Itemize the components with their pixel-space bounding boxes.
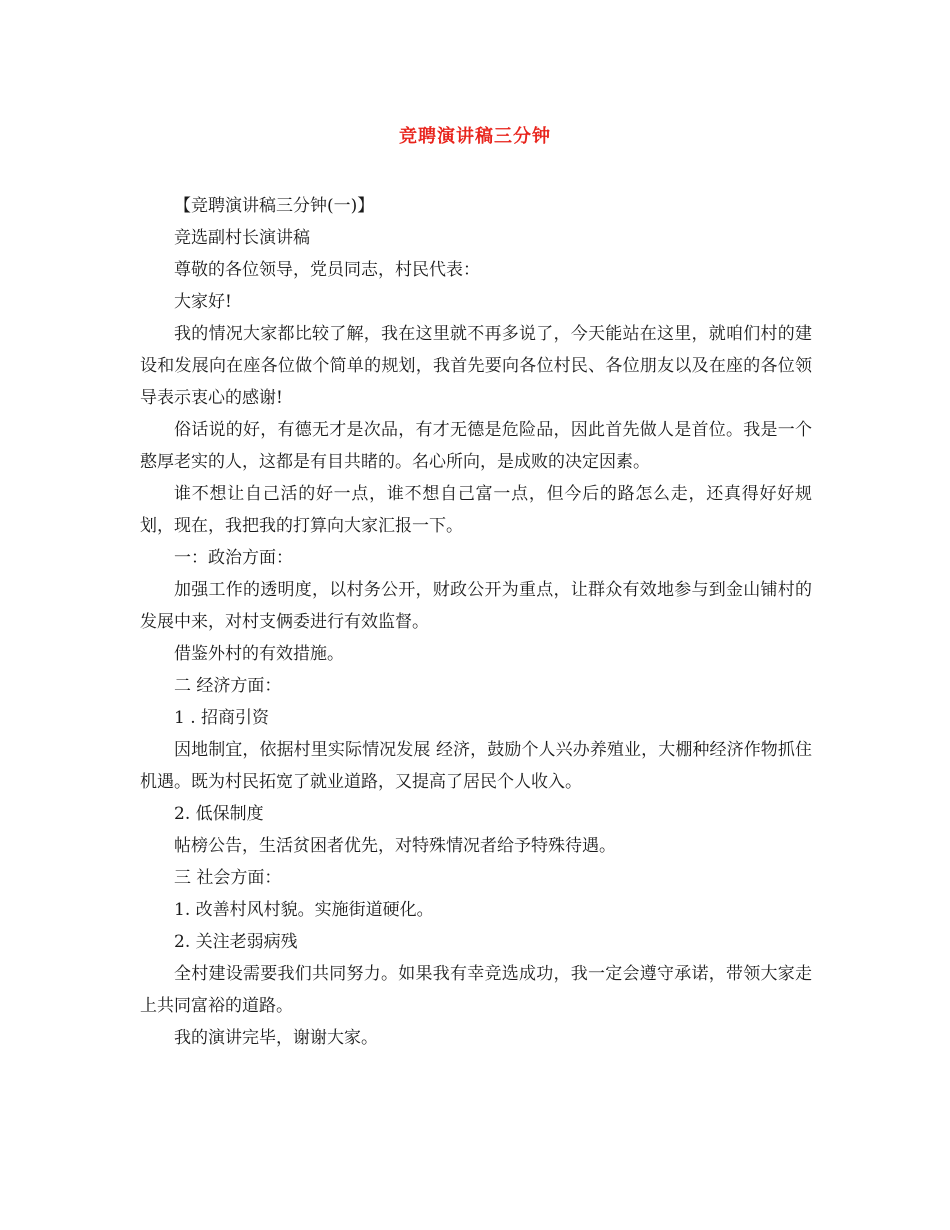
greeting: 大家好! bbox=[174, 292, 232, 312]
subheading-politics: 一：政治方面： bbox=[174, 548, 293, 568]
section-heading: 【竞聘演讲稿三分钟(一)】 bbox=[174, 196, 375, 216]
list-item: 2. 低保制度 bbox=[174, 804, 264, 824]
paragraph: 因地制宜，依据村里实际情况发展 经济，鼓励个人兴办养殖业，大棚种经济作物抓住机遇。既为村民拓宽了就业道路，又提高了居民个人收入。 bbox=[140, 740, 812, 792]
salutation: 尊敬的各位领导，党员同志，村民代表： bbox=[174, 260, 480, 280]
document-title: 竞聘演讲稿三分钟 bbox=[399, 126, 551, 147]
paragraph: 借鉴外村的有效措施。 bbox=[174, 644, 344, 664]
paragraph: 帖榜公告，生活贫困者优先，对特殊情况者给予特殊待遇。 bbox=[174, 836, 616, 856]
document-body bbox=[140, 190, 812, 1054]
subheading-society: 三 社会方面： bbox=[174, 868, 282, 888]
paragraph: 全村建设需要我们共同努力。如果我有幸竞选成功，我一定会遵守承诺，带领大家走上共同富裕的道路。 bbox=[140, 964, 812, 1016]
speech-title: 竞选副村长演讲稿 bbox=[174, 228, 310, 248]
paragraph: 谁不想让自己活的好一点，谁不想自己富一点，但今后的路怎么走，还真得好好规划，现在，我把我的打算向大家汇报一下。 bbox=[140, 484, 812, 536]
list-item: 1 . 招商引资 bbox=[174, 708, 270, 728]
subheading-economy: 二 经济方面： bbox=[174, 676, 282, 696]
paragraph: 俗话说的好，有德无才是次品，有才无德是危险品，因此首先做人是首位。我是一个憨厚老实的人，这都是有目共睹的。名心所向，是成败的决定因素。 bbox=[140, 420, 812, 472]
list-item: 1. 改善村风村貌。实施街道硬化。 bbox=[174, 900, 434, 920]
paragraph: 我的情况大家都比较了解，我在这里就不再多说了，今天能站在这里，就咱们村的建设和发展向在座各位做个简单的规划，我首先要向各位村民、各位朋友以及在座的各位领导表示衷心的感谢! bbox=[140, 324, 812, 408]
list-item: 2. 关注老弱病残 bbox=[174, 932, 298, 952]
closing: 我的演讲完毕，谢谢大家。 bbox=[174, 1028, 378, 1048]
paragraph: 加强工作的透明度，以村务公开，财政公开为重点，让群众有效地参与到金山铺村的发展中来，对村支俩委进行有效监督。 bbox=[140, 580, 812, 632]
